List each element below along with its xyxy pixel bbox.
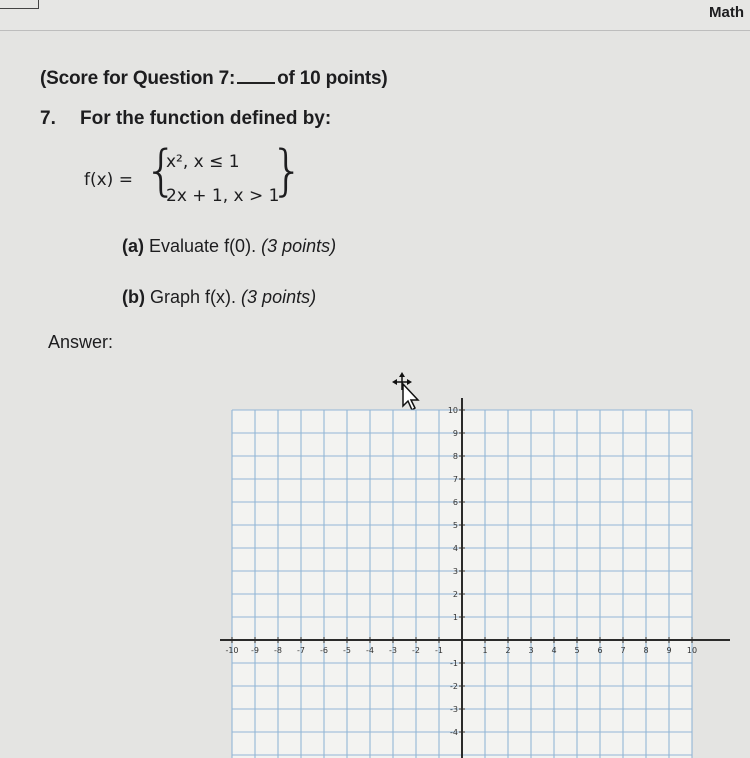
x-tick-label: 4 [551, 646, 557, 655]
part-b-points: (3 points) [241, 287, 317, 307]
x-tick-label: -4 [366, 646, 374, 655]
y-tick-label: 2 [452, 590, 458, 599]
x-tick-label: 3 [528, 646, 534, 655]
part-b [122, 287, 316, 308]
function-case-1: x², x ≤ 1 [166, 152, 240, 172]
y-tick-label: -4 [450, 728, 458, 737]
right-brace: } [270, 139, 305, 202]
y-tick-label: 9 [452, 429, 458, 438]
y-tick-label: -1 [450, 659, 458, 668]
x-tick-label: -10 [225, 646, 239, 655]
y-tick-label: -2 [450, 682, 458, 691]
x-tick-label: 6 [597, 646, 603, 655]
y-tick-label: 8 [452, 452, 458, 461]
y-tick-label: 3 [452, 567, 458, 576]
y-tick-label: 10 [447, 406, 458, 415]
x-tick-label: 2 [505, 646, 511, 655]
x-tick-label: -6 [320, 646, 328, 655]
x-tick-label: -9 [251, 646, 259, 655]
part-a [122, 236, 336, 257]
y-tick-label: -3 [450, 705, 458, 714]
score-line [40, 68, 387, 90]
x-tick-label: 8 [643, 646, 649, 655]
x-tick-label: 5 [574, 646, 580, 655]
x-tick-label: -7 [297, 646, 305, 655]
coordinate-grid[interactable] [220, 398, 730, 758]
function-lhs: f(x) = [84, 170, 133, 190]
score-blank[interactable] [237, 82, 275, 84]
score-suffix: of 10 points) [277, 68, 388, 89]
top-bar [0, 0, 750, 31]
x-tick-label: -8 [274, 646, 282, 655]
x-tick-label: -2 [412, 646, 420, 655]
y-tick-label: 5 [452, 521, 458, 530]
part-a-label: (a) [122, 236, 144, 256]
x-tick-label: 1 [482, 646, 488, 655]
x-tick-label: -3 [389, 646, 397, 655]
x-tick-label: 10 [686, 646, 698, 655]
answer-label: Answer: [48, 332, 114, 352]
y-tick-label: 7 [452, 475, 458, 484]
x-tick-label: -1 [435, 646, 443, 655]
left-brace: { [144, 139, 179, 202]
part-b-label: (b) [122, 287, 145, 307]
x-tick-label: -5 [343, 646, 351, 655]
part-a-text: Evaluate f(0). [149, 236, 257, 256]
x-tick-label: 7 [620, 646, 626, 655]
part-a-points: (3 points) [261, 236, 337, 256]
question-prompt [40, 108, 331, 130]
question-text: For the function defined by: [80, 108, 332, 129]
part-b-text: Graph f(x). [150, 287, 237, 307]
y-tick-label: 4 [452, 544, 458, 553]
header-subject: Math [709, 4, 744, 21]
score-prefix: (Score for Question 7: [40, 68, 236, 89]
corner-box [0, 0, 39, 9]
piecewise-function [84, 139, 305, 220]
y-tick-label: 6 [452, 498, 458, 507]
x-tick-label: 9 [666, 646, 672, 655]
function-case-2: 2x + 1, x > 1 [166, 186, 280, 206]
question-number: 7. [40, 108, 56, 129]
y-tick-label: 1 [452, 613, 458, 622]
